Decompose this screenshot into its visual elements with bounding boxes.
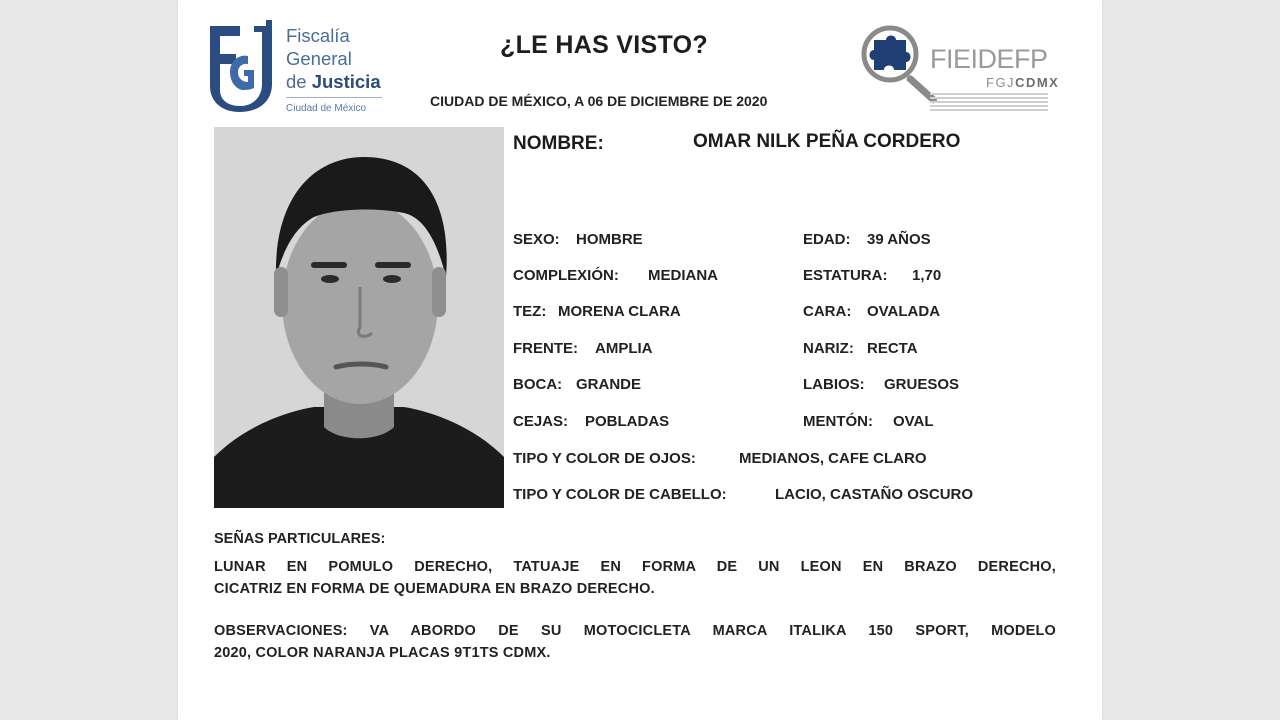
observaciones-line1: OBSERVACIONES: VA ABORDO DE SU MOTOCICLETA MARCA ITALIKA 150 SPORT, MODELO xyxy=(214,623,1056,639)
boca-label: BOCA: xyxy=(513,376,563,393)
fieidefp-sub-b: CDMX xyxy=(1015,75,1060,90)
ojos-label: TIPO Y COLOR DE OJOS: xyxy=(513,450,696,467)
cabello-label: TIPO Y COLOR DE CABELLO: xyxy=(513,486,727,503)
tez-label: TEZ: xyxy=(513,303,547,320)
fgj-line3-strong: Justicia xyxy=(311,71,381,92)
missing-person-poster xyxy=(178,0,1102,720)
nariz-value: RECTA xyxy=(867,340,918,357)
fgj-line3-prefix: de xyxy=(286,71,307,92)
senas-label: SEÑAS PARTICULARES: xyxy=(214,531,386,547)
boca-value: GRANDE xyxy=(576,376,642,393)
menton-label: MENTÓN: xyxy=(803,413,873,430)
fgj-line1: Fiscalía xyxy=(286,25,350,46)
complexion-label: COMPLEXIÓN: xyxy=(513,267,619,284)
menton-value: OVAL xyxy=(893,413,934,430)
labios-label: LABIOS: xyxy=(803,376,865,393)
fgj-line2: General xyxy=(286,48,352,69)
cara-label: CARA: xyxy=(803,303,852,320)
person-photo xyxy=(214,127,504,508)
cabello-value: LACIO, CASTAÑO OSCURO xyxy=(775,486,974,503)
cejas-label: CEJAS: xyxy=(513,413,569,430)
edad-value: 39 AÑOS xyxy=(867,231,931,248)
fgj-line3 xyxy=(286,70,381,93)
senas-line1: LUNAR EN POMULO DERECHO, TATUAJE EN FORMA DE UN LEON EN BRAZO DERECHO, xyxy=(214,559,1056,575)
fieidefp-fineprint xyxy=(930,93,1048,113)
fgj-logo-icon xyxy=(206,20,278,114)
edad-label: EDAD: xyxy=(803,231,851,248)
fgj-city: Ciudad de México xyxy=(286,103,367,114)
poster-title: ¿LE HAS VISTO? xyxy=(500,31,708,59)
sexo-value: HOMBRE xyxy=(576,231,643,248)
cara-value: OVALADA xyxy=(867,303,941,320)
estatura-label: ESTATURA: xyxy=(803,267,888,284)
fieidefp-sub-a: FGJ xyxy=(986,75,1016,90)
estatura-value: 1,70 xyxy=(912,267,942,284)
sexo-label: SEXO: xyxy=(513,231,560,248)
fgj-divider xyxy=(286,97,382,98)
nariz-label: NARIZ: xyxy=(803,340,854,357)
frente-label: FRENTE: xyxy=(513,340,578,357)
observaciones-line2: 2020, COLOR NARANJA PLACAS 9T1TS CDMX. xyxy=(214,645,551,661)
cejas-value: POBLADAS xyxy=(585,413,670,430)
fgj-logo-text xyxy=(286,24,381,93)
tez-value: MORENA CLARA xyxy=(558,303,681,320)
frente-value: AMPLIA xyxy=(595,340,653,357)
ojos-value: MEDIANOS, CAFE CLARO xyxy=(739,450,927,467)
fieidefp-title: FIEIDEFP xyxy=(930,44,1048,74)
labios-value: GRUESOS xyxy=(884,376,960,393)
complexion-value: MEDIANA xyxy=(648,267,718,284)
name-value: OMAR NILK PEÑA CORDERO xyxy=(693,131,961,152)
senas-line2: CICATRIZ EN FORMA DE QUEMADURA EN BRAZO DERECHO. xyxy=(214,581,655,597)
name-label: NOMBRE: xyxy=(513,133,604,154)
fieidefp-subtitle xyxy=(986,75,1059,90)
poster-date: CIUDAD DE MÉXICO, A 06 DE DICIEMBRE DE 2020 xyxy=(430,93,768,109)
